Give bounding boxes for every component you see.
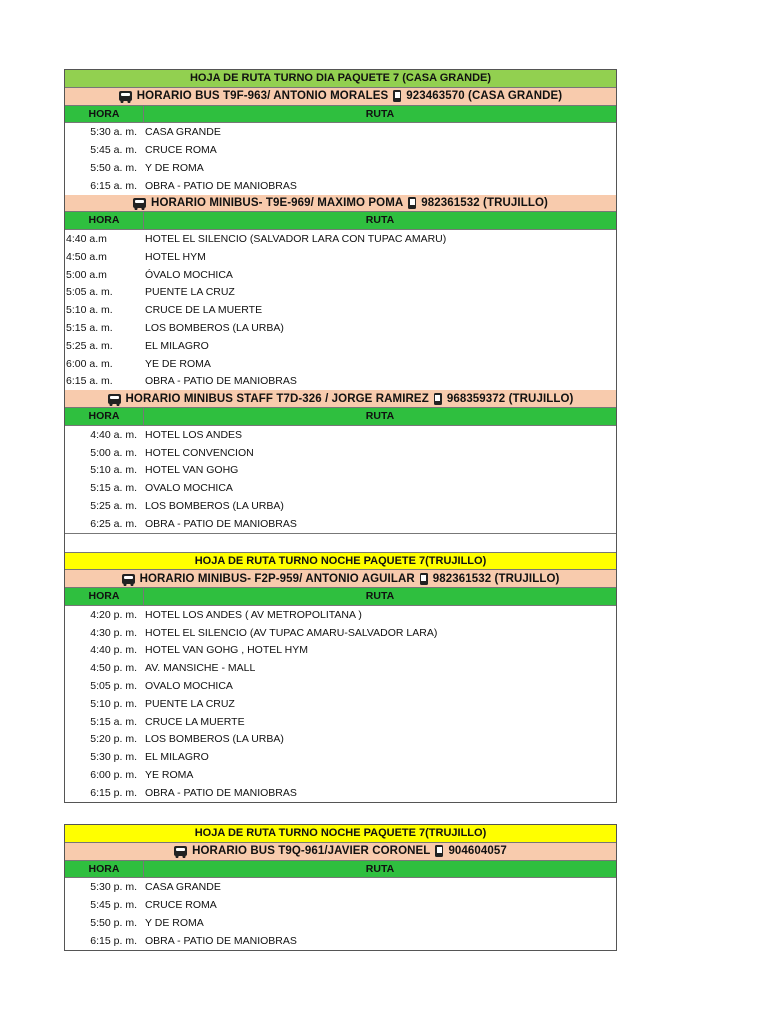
- ruta-cell: OBRA - PATIO DE MANIOBRAS: [145, 934, 297, 947]
- hora-header: HORA: [65, 106, 144, 123]
- table-row: [65, 766, 616, 784]
- bus-icon: [174, 846, 187, 856]
- hora-cell: 5:10 a. m.: [66, 304, 113, 317]
- hora-cell: 6:00 p. m.: [90, 768, 137, 781]
- table-row: [65, 642, 616, 660]
- hora-cell: 5:00 a.m: [66, 268, 107, 281]
- horario-row: [65, 88, 616, 106]
- route-sheet-main: [64, 69, 617, 803]
- hora-cell: 5:50 a. m.: [90, 161, 137, 174]
- table-row: [65, 624, 616, 642]
- phone-icon: [408, 197, 416, 209]
- ruta-cell: CRUCE LA MUERTE: [145, 715, 245, 728]
- ruta-cell: YE ROMA: [145, 768, 194, 781]
- hora-cell: 4:40 a. m.: [90, 428, 137, 441]
- ruta-header: RUTA: [365, 862, 395, 875]
- ruta-cell: ÓVALO MOCHICA: [145, 268, 233, 281]
- ruta-cell: HOTEL CONVENCION: [145, 446, 254, 459]
- ruta-cell: HOTEL EL SILENCIO (SALVADOR LARA CON TUPAC AMARU): [145, 233, 447, 246]
- hora-header: HORA: [65, 212, 144, 229]
- ruta-cell: OBRA - PATIO DE MANIOBRAS: [145, 375, 297, 388]
- ruta-cell: CASA GRANDE: [145, 881, 221, 894]
- horario-driver: HORARIO BUS T9F-963/ ANTONIO MORALES: [136, 90, 389, 103]
- hora-cell: 4:40 a.m: [66, 233, 107, 246]
- ruta-cell: HOTEL VAN GOHG , HOTEL HYM: [145, 644, 308, 657]
- route-sheet-night-bus: [64, 824, 617, 951]
- table-row: [65, 713, 616, 731]
- ruta-cell: HOTEL LOS ANDES: [145, 428, 243, 441]
- hora-cell: 4:30 p. m.: [90, 626, 137, 639]
- ruta-cell: HOTEL LOS ANDES ( AV METROPOLITANA ): [145, 608, 362, 621]
- hora-cell: 5:30 p. m.: [90, 751, 137, 764]
- table-row: [65, 878, 616, 896]
- ruta-cell: PUENTE LA CRUZ: [145, 286, 235, 299]
- bus-icon: [122, 574, 135, 584]
- ruta-cell: OVALO MOCHICA: [145, 679, 233, 692]
- ruta-header: RUTA: [365, 590, 395, 603]
- ruta-cell: OVALO MOCHICA: [145, 482, 233, 495]
- hora-cell: 5:25 a. m.: [66, 339, 113, 352]
- hora-cell: 6:15 a. m.: [90, 179, 137, 192]
- table-row: [65, 606, 616, 624]
- bus-icon: [108, 394, 121, 404]
- table-row: [65, 266, 616, 284]
- horario-phone: 982361532 (TRUJILLO): [432, 572, 560, 585]
- table-row: [65, 932, 616, 950]
- hora-cell: 5:50 p. m.: [90, 916, 137, 929]
- phone-icon: [393, 90, 401, 102]
- hora-header: HORA: [65, 588, 144, 605]
- hora-cell: 4:20 p. m.: [90, 608, 137, 621]
- ruta-cell: LOS BOMBEROS (LA URBA): [145, 500, 284, 513]
- column-header-row: [65, 212, 616, 230]
- hora-cell: 4:50 a.m: [66, 250, 107, 263]
- table-row: [65, 515, 616, 533]
- ruta-cell: HOTEL EL SILENCIO (AV TUPAC AMARU-SALVADOR LARA): [145, 626, 438, 639]
- hora-cell: 6:00 a. m.: [66, 357, 113, 370]
- horario-phone: 923463570 (CASA GRANDE): [406, 90, 563, 103]
- ruta-cell: Y DE ROMA: [145, 916, 204, 929]
- horario-phone: 982361532 (TRUJILLO): [421, 196, 548, 209]
- horario-driver: HORARIO MINIBUS- T9E-969/ MAXIMO POMA: [151, 196, 404, 209]
- bus-icon: [133, 198, 146, 208]
- ruta-cell: Y DE ROMA: [145, 161, 204, 174]
- section-title: HOJA DE RUTA TURNO DIA PAQUETE 7 (CASA GRANDE): [65, 70, 616, 88]
- table-row: [65, 896, 616, 914]
- hora-cell: 5:25 a. m.: [90, 500, 137, 513]
- blank-separator: [65, 533, 616, 553]
- horario-driver: HORARIO MINIBUS- F2P-959/ ANTONIO AGUILAR: [139, 572, 415, 585]
- table-row: [65, 914, 616, 932]
- table-row: [65, 730, 616, 748]
- phone-icon: [420, 573, 428, 585]
- ruta-cell: LOS BOMBEROS (LA URBA): [145, 322, 284, 335]
- table-row: [65, 337, 616, 355]
- hora-cell: 5:10 a. m.: [90, 464, 137, 477]
- hora-cell: 5:05 p. m.: [90, 679, 137, 692]
- column-header-row: [65, 588, 616, 606]
- ruta-cell: OBRA - PATIO DE MANIOBRAS: [145, 786, 297, 799]
- hora-cell: 6:15 p. m.: [90, 934, 137, 947]
- table-row: [65, 748, 616, 766]
- table-row: [65, 284, 616, 302]
- section-title: HOJA DE RUTA TURNO NOCHE PAQUETE 7(TRUJILLO): [65, 553, 616, 571]
- ruta-cell: OBRA - PATIO DE MANIOBRAS: [145, 517, 297, 530]
- horario-driver: HORARIO MINIBUS STAFF T7D-326 / JORGE RAMIREZ: [125, 392, 429, 405]
- ruta-cell: HOTEL HYM: [145, 250, 206, 263]
- hora-cell: 5:15 a. m.: [90, 715, 137, 728]
- table-row: [65, 462, 616, 480]
- table-row: [65, 479, 616, 497]
- section-title: HOJA DE RUTA TURNO NOCHE PAQUETE 7(TRUJILLO): [65, 825, 616, 843]
- horario-phone: 904604057: [448, 845, 507, 858]
- table-row: [65, 319, 616, 337]
- table-row: [65, 659, 616, 677]
- ruta-cell: AV. MANSICHE - MALL: [145, 662, 256, 675]
- column-header-row: [65, 408, 616, 426]
- phone-icon: [435, 845, 443, 857]
- table-row: [65, 159, 616, 177]
- ruta-cell: EL MILAGRO: [145, 339, 209, 352]
- horario-row: [65, 843, 616, 861]
- ruta-cell: OBRA - PATIO DE MANIOBRAS: [145, 179, 297, 192]
- table-row: [65, 301, 616, 319]
- hora-cell: 5:15 a. m.: [66, 322, 113, 335]
- hora-cell: 5:15 a. m.: [90, 482, 137, 495]
- hora-cell: 6:15 p. m.: [90, 786, 137, 799]
- table-row: [65, 248, 616, 266]
- column-header-row: [65, 861, 616, 879]
- table-row: [65, 444, 616, 462]
- hora-cell: 6:15 a. m.: [66, 375, 113, 388]
- horario-row: [65, 570, 616, 588]
- hora-cell: 5:20 p. m.: [90, 733, 137, 746]
- table-row: [65, 177, 616, 195]
- hora-cell: 6:25 a. m.: [90, 517, 137, 530]
- table-row: [65, 426, 616, 444]
- table-row: [65, 230, 616, 248]
- ruta-cell: LOS BOMBEROS (LA URBA): [145, 733, 284, 746]
- phone-icon: [434, 393, 442, 405]
- hora-cell: 5:30 a. m.: [90, 126, 137, 139]
- hora-cell: 4:50 p. m.: [90, 662, 137, 675]
- horario-driver: HORARIO BUS T9Q-961/JAVIER CORONEL: [192, 845, 431, 858]
- ruta-header: RUTA: [365, 107, 395, 120]
- table-row: [65, 373, 616, 391]
- table-row: [65, 355, 616, 373]
- table-row: [65, 123, 616, 141]
- hora-cell: 5:45 a. m.: [90, 144, 137, 157]
- hora-cell: 5:10 p. m.: [90, 697, 137, 710]
- table-row: [65, 141, 616, 159]
- horario-phone: 968359372 (TRUJILLO): [446, 392, 574, 405]
- ruta-cell: CRUCE DE LA MUERTE: [145, 304, 263, 317]
- ruta-cell: PUENTE LA CRUZ: [145, 697, 235, 710]
- hora-cell: 4:40 p. m.: [90, 644, 137, 657]
- horario-row: [65, 195, 616, 213]
- bus-icon: [119, 91, 132, 101]
- hora-header: HORA: [65, 408, 144, 425]
- ruta-cell: EL MILAGRO: [145, 751, 209, 764]
- hora-cell: 5:05 a. m.: [66, 286, 113, 299]
- table-row: [65, 695, 616, 713]
- table-row: [65, 677, 616, 695]
- column-header-row: [65, 106, 616, 124]
- table-row: [65, 784, 616, 802]
- horario-row: [65, 390, 616, 408]
- table-row: [65, 497, 616, 515]
- hora-cell: 5:30 p. m.: [90, 881, 137, 894]
- ruta-header: RUTA: [365, 214, 395, 227]
- ruta-cell: HOTEL VAN GOHG: [145, 464, 239, 477]
- hora-cell: 5:45 p. m.: [90, 899, 137, 912]
- ruta-header: RUTA: [365, 410, 395, 423]
- ruta-cell: YE DE ROMA: [145, 357, 211, 370]
- ruta-cell: CRUCE ROMA: [145, 144, 217, 157]
- hora-header: HORA: [65, 861, 144, 878]
- ruta-cell: CASA GRANDE: [145, 126, 221, 139]
- hora-cell: 5:00 a. m.: [90, 446, 137, 459]
- ruta-cell: CRUCE ROMA: [145, 899, 217, 912]
